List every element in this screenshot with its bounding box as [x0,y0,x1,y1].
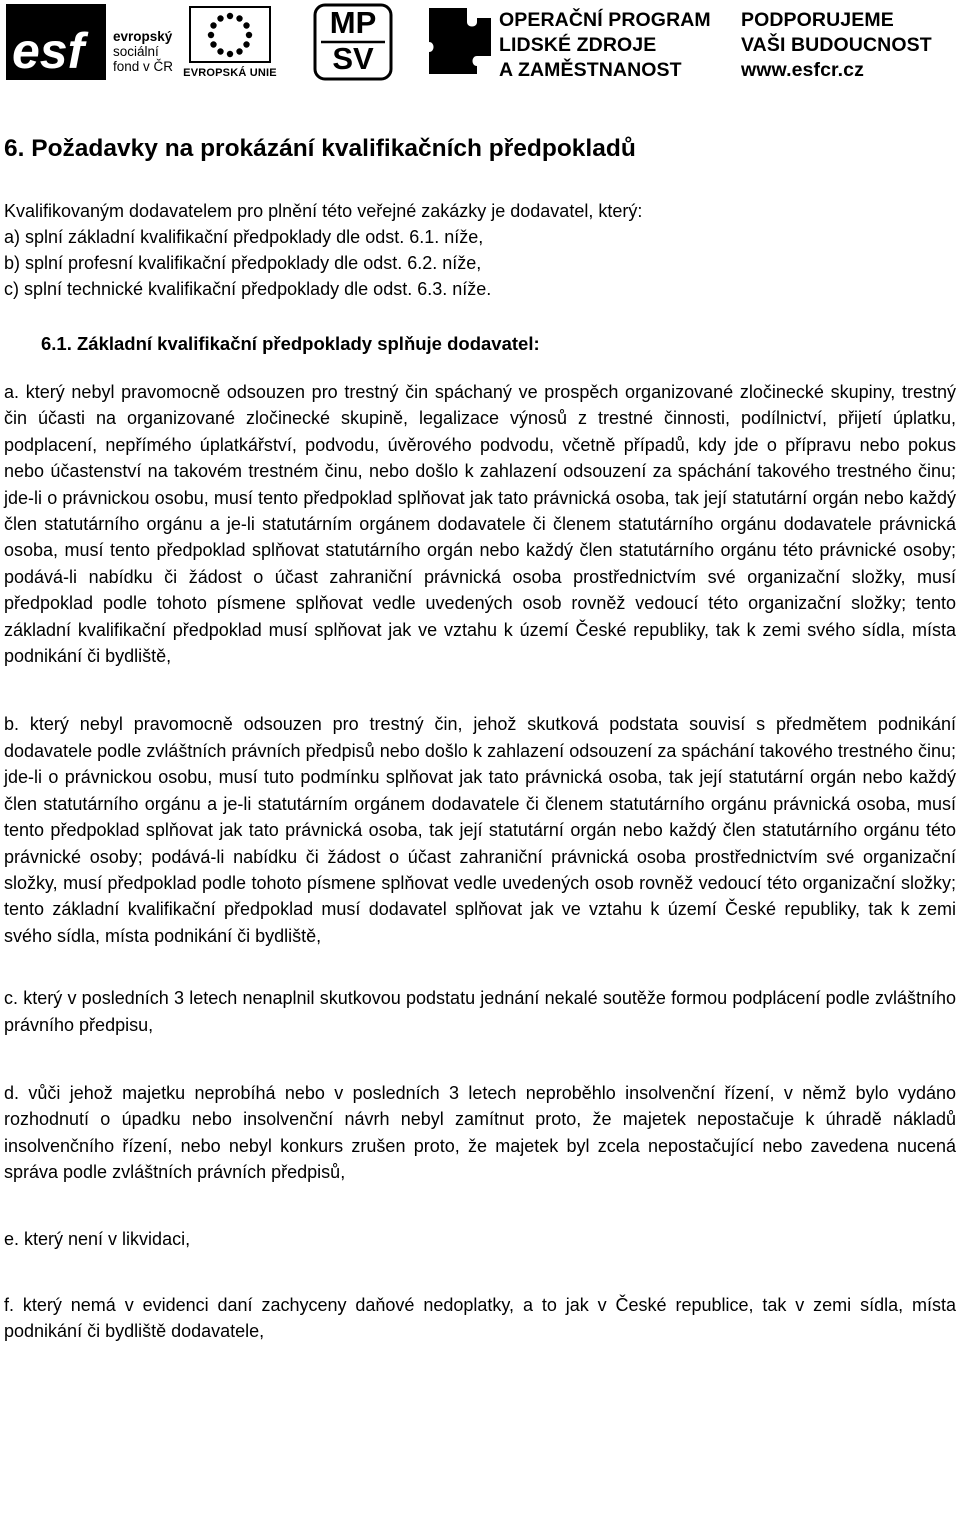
esf-mark-icon [6,4,112,80]
intro-line: b) splní profesní kvalifikační předpoklady dle odst. 6.2. níže, [4,253,482,273]
esf-line-3: fond v ČR [113,59,174,74]
logo-header [0,0,960,86]
op-lzz-caption [499,8,711,83]
mpsv-text-bottom: SV [332,41,374,76]
requirement-item-b: b. který nebyl pravomocně odsouzen pro trestný čin, jehož skutková podstata souvisí s předmětem podnikání dodavatele podle zvláštních právních předpisů nebo došlo k zahlazení odsouzení za spáchání takového trestného činu; jde-li o právnickou osobu, musí tuto podmínku splňovat jak tato právnická osoba, tak její statutární orgán nebo každý člen statutárního orgánu a je-li statutárním orgánem dodavatele či členem statutárního orgánu právnická osoba, musí tento předpoklad splňovat jak tato právnická osoba, tak její statutární orgán nebo každý člen statutárního orgánu této právnické osoby; podává-li nabídku či žádost o účast zahraniční právnická osoba prostřednictvím své organizační složky, musí předpoklad podle tohoto písmene splňovat vedle uvedených osob rovněž vedoucí této organizační složky; tento základní kvalifikační předpoklad musí dodavatel splňovat jak ve vztahu k území České republiky, tak k zemi svého sídla, místa podnikání či bydliště, [4,714,956,946]
subsection-title: 6.1. Základní kvalifikační předpoklady splňuje dodavatel: [41,333,540,354]
op-line-2: LIDSKÉ ZDROJE [499,34,657,56]
section-title: 6. Požadavky na prokázání kvalifikačních předpokladů [4,135,636,162]
esf-mark-text: esf [12,23,85,79]
slogan-line-1: PODPORUJEME [741,9,894,31]
requirement-item-a: a. který nebyl pravomocně odsouzen pro trestný čin spáchaný ve prospěch organizované zločinecké skupiny, trestný čin účasti na organizované zločinecké skupině, legalizace výnosů z trestné činnosti, podílnictví, přijetí úplatku, podplacení, nepřímého úplatkářství, podvodu, úvěrového podvodu, včetně případů, kdy jde o přípravu nebo pokus nebo účastenství na takovém trestném činu, nebo došlo k zahlazení odsouzení za spáchání takového trestného činu; jde-li o právnickou osobu, musí tento předpoklad splňovat jak tato právnická osoba, tak její statutární orgán nebo každý člen statutárního orgánu a je-li statutárním orgánem dodavatele či členem statutárního orgánu dodavatele právnická osoba, musí tento předpoklad splňovat statutárního orgán nebo každý člen statutárního orgánu této právnické osoby; podává-li nabídku či žádost o účast zahraniční právnická osoba prostřednictvím své organizační složky, musí předpoklad podle tohoto písmene splňovat vedle uvedených osob rovněž vedoucí této organizační složky; tento základní kvalifikační předpoklad musí splňovat jak ve vztahu k území České republiky, tak k zemi svého sídla, místa podnikání či bydliště, [4,382,956,667]
requirement-item-d: d. vůči jehož majetku neprobíhá nebo v posledních 3 letech neproběhlo insolvenční řízení, v němž bylo vydáno rozhodnutí o úpadku nebo insolvenční návrh nebyl zamítnut proto, že majetek nepostačuje k úhradě nákladů insolvenčního řízení, nebo nebyl konkurs zrušen proto, že majetek byl zcela nepostačující nebo zavedena nucená správa podle zvláštních právních předpisů, [4,1082,956,1183]
intro-line: c) splní technické kvalifikační předpoklady dle odst. 6.3. níže. [4,279,492,299]
op-line-3: A ZAMĚSTNANOST [499,59,682,81]
intro-line: Kvalifikovaným dodavatelem pro plnění této veřejné zakázky je dodavatel, který: [4,201,643,221]
op-line-1: OPERAČNÍ PROGRAM [499,9,711,31]
esf-line-1: evropský [113,29,173,44]
slogan [741,8,932,83]
slogan-line-2: VAŠI BUDOUCNOST [741,34,932,56]
esf-caption [113,29,173,74]
eu-caption: EVROPSKÁ UNIE [183,67,277,79]
esf-line-2: sociální [113,44,159,59]
intro-block [4,198,956,302]
requirement-item-f: f. který nemá v evidenci daní zachyceny daňové nedoplatky, a to jak v České republice, tak v zemi sídla, místa podnikání či bydliště dodavatele, [4,1294,956,1342]
op-lzz-logo [427,4,717,82]
mpsv-logo [313,3,393,81]
website-link[interactable]: www.esfcr.cz [741,59,864,81]
eu-logo [180,6,280,82]
esf-logo [6,4,202,80]
puzzle-icon [427,4,493,76]
document-body [4,134,956,1345]
mpsv-text-top: MP [329,5,377,40]
intro-line: a) splní základní kvalifikační předpoklady dle odst. 6.1. níže, [4,227,484,247]
requirement-item-e: e. který není v likvidaci, [4,1228,191,1249]
eu-flag-icon [180,6,280,66]
requirement-item-c: c. který v posledních 3 letech nenaplnil skutkovou podstatu jednání nekalé soutěže formou podplácení podle zvláštního právního předpisu, [4,988,956,1035]
